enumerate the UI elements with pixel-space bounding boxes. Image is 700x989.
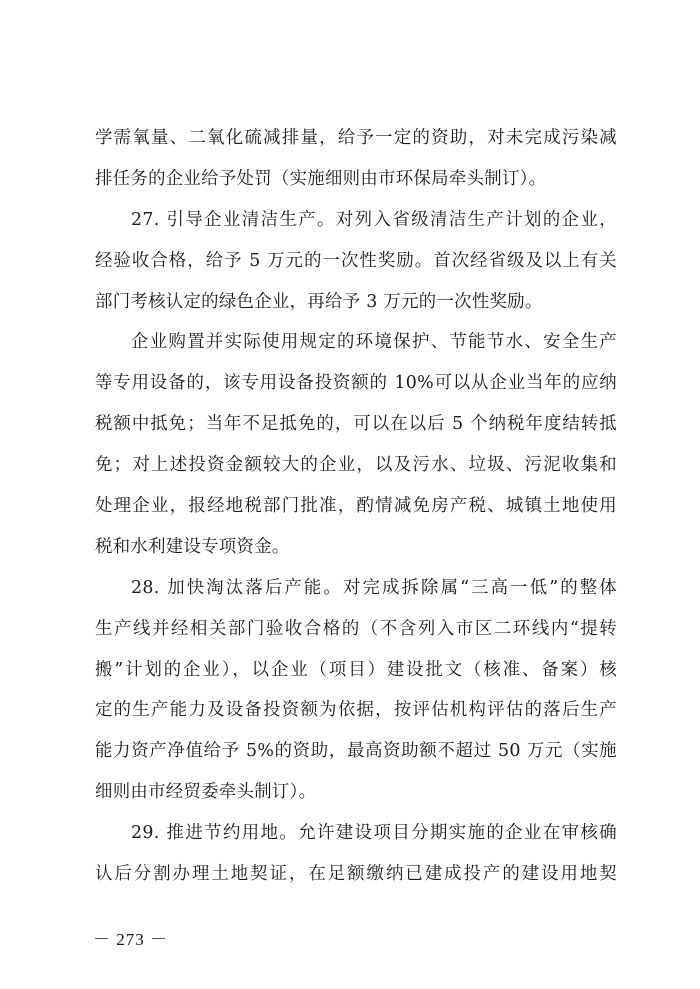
text-line: 经验收合格，给予 5 万元的一次性奖励。首次经省级及以上有关 [95, 250, 617, 271]
paragraph-start-line: 企业购置并实际使用规定的环境保护、节能节水、安全生产 [131, 332, 617, 353]
text-line: 生产线并经相关部门验收合格的（不含列入市区二环线内“提转 [95, 618, 617, 639]
section-29-heading-line: 29. 推进节约用地。允许建设项目分期实施的企业在审核确 [131, 823, 617, 844]
text-line: 税和水利建设专项资金。 [95, 536, 290, 557]
text-line: 处理企业，报经地税部门批准，酌情减免房产税、城镇土地使用 [95, 496, 617, 517]
section-28-heading-line: 28. 加快淘汰落后产能。对完成拆除属“三高一低”的整体 [131, 577, 617, 598]
text-line: 认后分割办理土地契证，在足额缴纳已建成投产的建设用地契 [95, 864, 617, 885]
text-line: 能力资产净值给予 5%的资助，最高资助额不超过 50 万元（实施 [95, 741, 617, 762]
text-line: 学需氧量、二氧化硫减排量，给予一定的资助，对未完成污染减 [95, 128, 617, 148]
text-line: 搬”计划的企业），以企业（项目）建设批文（核准、备案）核 [95, 659, 617, 680]
body-text [95, 118, 617, 895]
text-line: 排任务的企业给予处罚（实施细则由市环保局牵头制订）。 [95, 168, 547, 189]
text-line: 定的生产能力及设备投资额为依据，按评估机构评估的落后生产 [95, 700, 617, 721]
text-line: 免；对上述投资金额较大的企业，以及污水、垃圾、污泥收集和 [95, 455, 617, 476]
section-27-heading-line: 27. 引导企业清洁生产。对列入省级清洁生产计划的企业， [131, 209, 617, 230]
page-number: － 273 － [93, 930, 168, 949]
text-line: 税额中抵免；当年不足抵免的，可以在以后 5 个纳税年度结转抵 [95, 414, 617, 435]
text-line: 部门考核认定的绿色企业，再给予 3 万元的一次性奖励。 [95, 291, 543, 312]
text-line: 细则由市经贸委牵头制订）。 [95, 782, 317, 803]
text-line: 等专用设备的，该专用设备投资额的 10%可以从企业当年的应纳 [95, 373, 617, 394]
